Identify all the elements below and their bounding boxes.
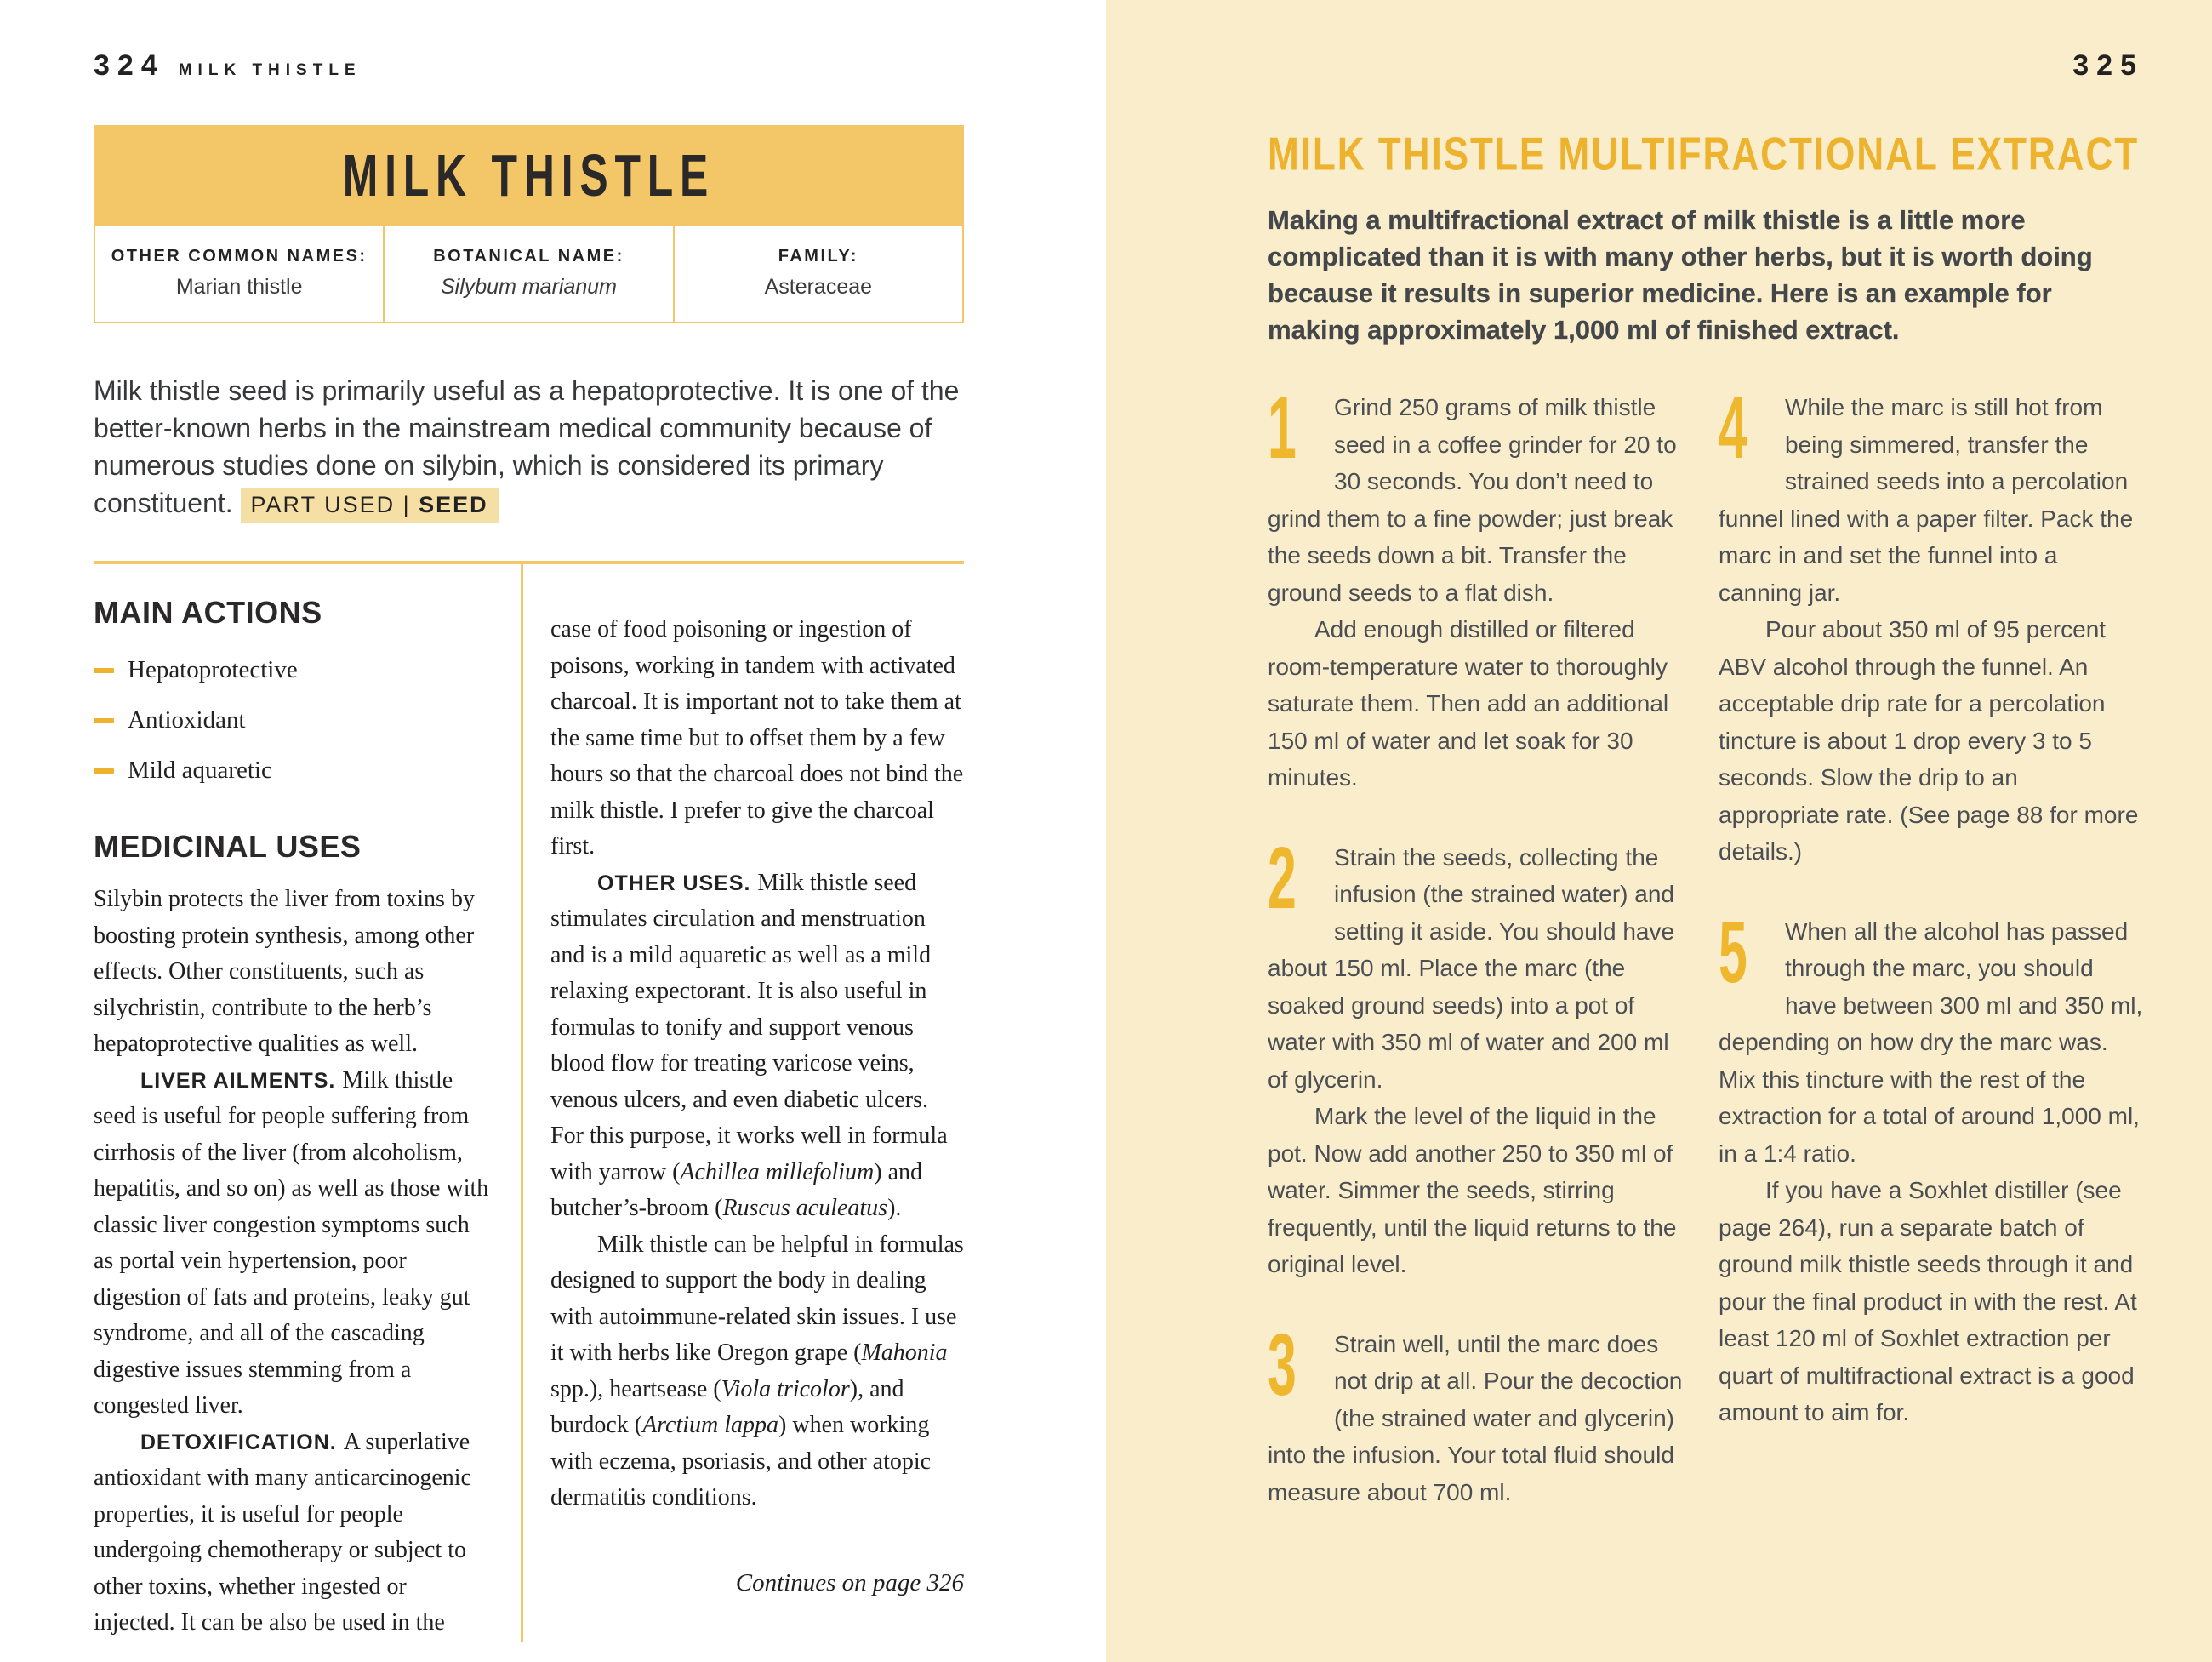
paragraph-text: A superlative antioxidant with many anticarcinogenic properties, it is useful for people undergoing chemotherapy or subject to other toxins, whether ingested or injected. It can be also be used in the bbox=[94, 1428, 471, 1636]
step-paragraph: Grind 250 grams of milk thistle seed in a coffee grinder for 20 to 30 seconds. You don’t need to grind them to a fine powder; just break the seeds down a bit. Transfer the ground seeds to a flat dish. bbox=[1268, 394, 1677, 606]
action-list-item bbox=[94, 757, 492, 785]
paragraph-leadin: DETOXIFICATION. bbox=[140, 1430, 344, 1454]
action-label: Antioxidant bbox=[128, 706, 246, 734]
step-paragraph: Strain the seeds, collecting the infusion (the strained water) and setting it aside. You should have about 150 ml. Place the marc (the soaked ground seeds) into a pot of water with 350 ml of water and 200 ml of glycerin. bbox=[1268, 843, 1675, 1093]
column-right bbox=[523, 564, 964, 1642]
paragraph-text: Milk thistle can be helpful in formulas designed to support the body in dealing with autoimmune-related skin issues. I use it with herbs like Oregon grape ( bbox=[550, 1231, 964, 1366]
two-column-text bbox=[94, 564, 964, 1642]
step-paragraph: Strain well, until the marc does not drip at all. Pour the decoction (the strained water and glycerin) into the infusion. Your total fluid should measure about 700 ml. bbox=[1268, 1330, 1683, 1505]
main-actions-heading: MAIN ACTIONS bbox=[94, 595, 322, 630]
step-paragraph: While the marc is still hot from being simmered, transfer the strained seeds into a percolation funnel lined with a paper filter. Pack the marc in and set the funnel into a canning jar. bbox=[1719, 394, 2134, 606]
page-number-left: 324 bbox=[94, 49, 165, 82]
column-left bbox=[94, 564, 492, 1642]
extract-title: MILK THISTLE MULTIFRACTIONAL EXTRACT bbox=[1268, 128, 2140, 180]
step-number: 4 bbox=[1719, 378, 1747, 477]
step-number: 5 bbox=[1719, 901, 1747, 1001]
recipe-step bbox=[1268, 378, 1693, 797]
info-cell-label: OTHER COMMON NAMES: bbox=[111, 247, 368, 266]
paragraph-text: ) when working with eczema, psoriasis, and other atopic dermatitis conditions. bbox=[550, 1412, 932, 1511]
info-cell-label: FAMILY: bbox=[778, 247, 858, 266]
dash-bullet-icon bbox=[94, 668, 114, 673]
paragraph-text: Milk thistle seed is useful for people suffering from cirrhosis of the liver (from alcoholism, hepatitis, and so on) as well as those with classic liver congestion symptoms such as portal vein hypertension, poor digestion of fats and proteins, leaky gut syndrome, and all of the cascading digestive issues stemming from a congested liver. bbox=[94, 1066, 489, 1419]
part-used-value: SEED bbox=[419, 492, 488, 517]
info-cell bbox=[675, 226, 962, 322]
info-cell-value: Asteraceae bbox=[764, 275, 873, 299]
botanical-name: Ruscus aculeatus bbox=[722, 1195, 888, 1221]
running-header-text: MILK THISTLE bbox=[178, 61, 362, 79]
part-used-label: PART USED | bbox=[250, 492, 411, 517]
herb-title: MILK THISTLE bbox=[342, 141, 715, 208]
recipe-step bbox=[1719, 901, 2144, 1431]
intro-paragraph bbox=[94, 372, 964, 523]
action-list-item bbox=[94, 706, 492, 734]
steps-column-2 bbox=[1719, 378, 2144, 1553]
info-cell bbox=[385, 226, 674, 322]
info-cell-value: Silybum marianum bbox=[440, 275, 617, 299]
recipe-step bbox=[1268, 827, 1693, 1283]
step-number: 1 bbox=[1268, 378, 1297, 477]
body-paragraph bbox=[550, 865, 964, 1227]
steps-column-1 bbox=[1268, 378, 1693, 1553]
step-paragraph: Mark the level of the liquid in the pot. Now add another 250 to 350 ml of water. Simmer the seeds, stirring frequently, until the liquid returns to the original level. bbox=[1268, 1103, 1677, 1277]
paragraph-leadin: OTHER USES. bbox=[597, 871, 758, 895]
paragraph-text: Silybin protects the liver from toxins by boosting protein synthesis, among other effects. Other constituents, such as silychristin, contribute to the herb’s hepatoprotective qualities as well. bbox=[94, 886, 475, 1057]
herb-title-banner bbox=[94, 125, 964, 225]
action-label: Hepatoprotective bbox=[128, 656, 298, 683]
continues-note: Continues on page 326 bbox=[735, 1568, 964, 1596]
paragraph-text: Milk thistle seed stimulates circulation and menstruation and is a mild aquaretic as well as a mild relaxing expectorant. It is also useful in formulas to tonify and support venous blood flow for treating varicose veins, venous ulcers, and even diabetic ulcers. For this purpose, it works well in formula with yarrow ( bbox=[550, 869, 948, 1185]
body-paragraph bbox=[550, 612, 964, 865]
body-paragraph bbox=[94, 1425, 492, 1642]
botanical-name: Achillea millefolium bbox=[680, 1158, 875, 1185]
body-paragraph bbox=[94, 882, 492, 1063]
medicinal-uses-text bbox=[94, 882, 492, 1642]
info-cell-label: BOTANICAL NAME: bbox=[433, 247, 624, 266]
body-paragraph bbox=[550, 1227, 964, 1516]
action-label: Mild aquaretic bbox=[128, 757, 272, 784]
paragraph-text: ), and burdock ( bbox=[550, 1375, 904, 1438]
step-paragraph: When all the alcohol has passed through the marc, you should have between 300 ml and 350 ml, depending on how dry the marc was. Mix this tincture with the rest of the extraction for a total of around 1,000 ml, in a 1:4 ratio. bbox=[1719, 917, 2143, 1167]
page-number-right: 325 bbox=[2072, 49, 2144, 82]
recipe-step bbox=[1268, 1314, 1693, 1511]
intro-text: Milk thistle seed is primarily useful as a hepatoprotective. It is one of the better-known herbs in the mainstream medical community because of numerous studies done on silybin, which is considered its primary constituent. bbox=[94, 375, 960, 518]
continued-text bbox=[550, 612, 964, 1516]
herb-info-table bbox=[94, 225, 964, 323]
recipe-steps bbox=[1268, 378, 2144, 1553]
page-325 bbox=[1106, 0, 2212, 1662]
paragraph-text: case of food poisoning or ingestion of poisons, working in tandem with activated charcoal. It is important not to take them at the same time but to offset them by a few hours so that the charcoal does not bind the milk thistle. I prefer to give the charcoal first. bbox=[550, 616, 964, 860]
part-used-badge bbox=[241, 488, 499, 523]
right-running-header bbox=[1268, 0, 2144, 83]
paragraph-text: spp.), heartsease ( bbox=[550, 1375, 721, 1402]
action-list-item bbox=[94, 656, 492, 684]
botanical-name: Arctium lappa bbox=[642, 1412, 779, 1438]
info-cell bbox=[95, 226, 385, 322]
step-number: 3 bbox=[1268, 1314, 1297, 1414]
botanical-name: Mahonia bbox=[861, 1339, 948, 1366]
step-paragraph: Pour about 350 ml of 95 percent ABV alcohol through the funnel. An acceptable drip rate for a percolation tincture is about 1 drop every 3 to 5 seconds. Slow the drip to an appropriate rate. (See page 88 for more details.) bbox=[1719, 616, 2139, 865]
info-cell-value: Marian thistle bbox=[175, 275, 303, 299]
paragraph-text: ). bbox=[887, 1195, 902, 1221]
paragraph-text: ) and butcher’s-broom ( bbox=[550, 1158, 923, 1221]
dash-bullet-icon bbox=[94, 768, 114, 774]
dash-bullet-icon bbox=[94, 718, 114, 723]
step-number: 2 bbox=[1268, 827, 1297, 927]
extract-intro: Making a multifractional extract of milk thistle is a little more complicated than it is with many other herbs, but it is worth doing because it results in superior medicine. Here is an example for making approximately 1,000 ml of finished extract. bbox=[1268, 205, 2093, 345]
botanical-name: Viola tricolor bbox=[721, 1375, 850, 1402]
body-paragraph bbox=[94, 1063, 492, 1425]
recipe-step bbox=[1719, 378, 2144, 871]
step-paragraph: If you have a Soxhlet distiller (see page 264), run a separate batch of ground milk thistle seeds through it and pour the final product in with the rest. At least 120 ml of Soxhlet extraction per quart of multifractional extract is a good amount to aim for. bbox=[1719, 1177, 2137, 1425]
medicinal-uses-heading: MEDICINAL USES bbox=[94, 829, 362, 864]
main-actions-list bbox=[94, 656, 492, 785]
step-paragraph: Add enough distilled or filtered room-temperature water to thoroughly saturate them. Then add an additional 150 ml of water and let soak for 30 minutes. bbox=[1268, 616, 1669, 791]
paragraph-leadin: LIVER AILMENTS. bbox=[140, 1068, 343, 1093]
left-running-header bbox=[94, 0, 964, 83]
